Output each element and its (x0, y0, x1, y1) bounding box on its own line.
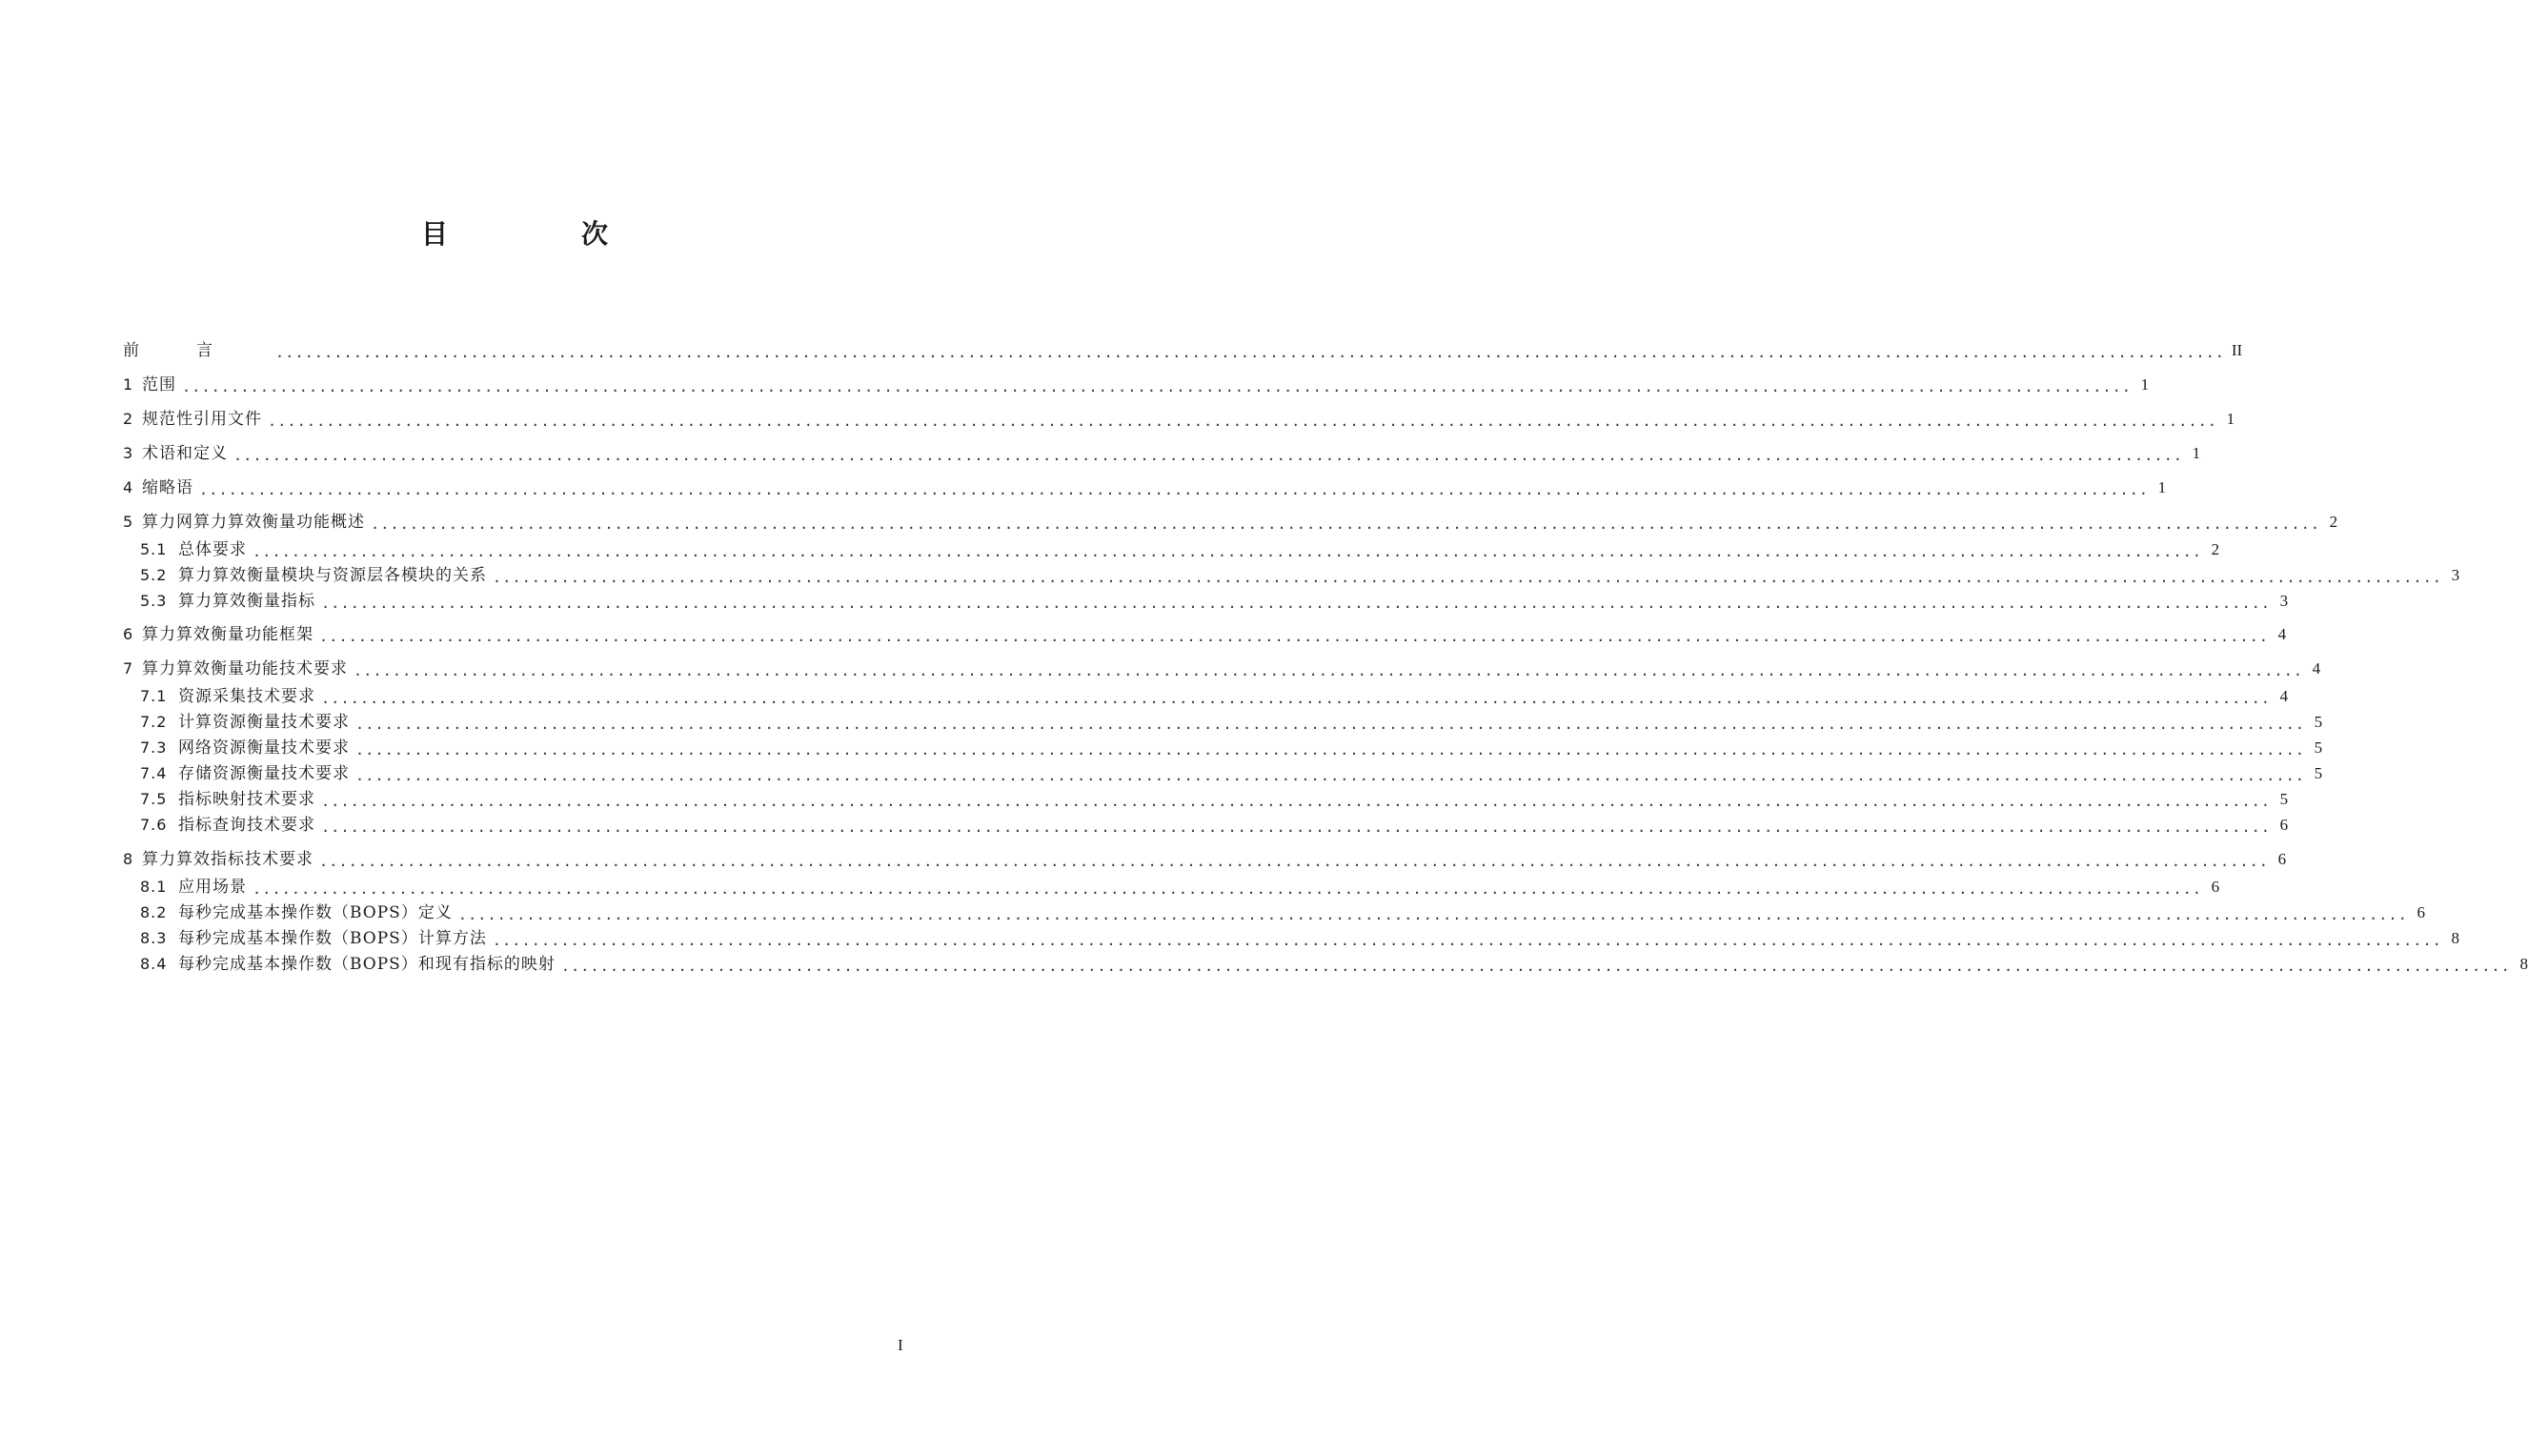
toc-entry-number: 4 (123, 478, 133, 496)
toc-entry-number: 7.3 (140, 738, 168, 757)
toc-leader-dots: ........................................................................................................................................................................................................ (355, 716, 2306, 733)
toc-entry-label: 每秒完成基本操作数（BOPS）和现有指标的映射 (178, 955, 556, 974)
toc-entry-number: 7.1 (140, 687, 168, 705)
toc-leader-dots: ........................................................................................................................................................................................................ (321, 793, 2272, 810)
toc-entry-number: 5 (123, 513, 133, 531)
toc-entry-number: 8.4 (140, 955, 168, 973)
toc-entry-5[interactable] (123, 510, 2338, 535)
toc-entry-label: 算力算效衡量指标 (178, 592, 315, 611)
toc-leader-dots: ........................................................................................................................................................................................................ (493, 569, 2443, 586)
toc-page-number: 6 (2279, 816, 2289, 834)
toc-entry-label: 每秒完成基本操作数（BOPS）定义 (178, 903, 453, 922)
toc-leader-dots: ........................................................................................................................................................................................................ (233, 447, 2184, 464)
toc-leader-dots: ........................................................................................................................................................................................................ (321, 595, 2272, 612)
toc-entry-number: 6 (123, 625, 133, 643)
toc-entry-number: 5.2 (140, 566, 168, 584)
toc-title: 目 次 (420, 218, 661, 250)
toc-entry-number: 8 (123, 850, 133, 868)
toc-leader-dots: ........................................................................................................................................................................................................ (182, 378, 2133, 395)
toc-entry-6[interactable] (123, 622, 2287, 647)
toc-entry-7-2[interactable] (140, 710, 2323, 735)
toc-page-number: 5 (2314, 738, 2323, 757)
toc-entry-label: 资源采集技术要求 (178, 687, 315, 706)
toc-leader-dots: ........................................................................................................................................................................................................ (560, 958, 2511, 975)
toc-leader-dots: ........................................................................................................................................................................................................ (319, 628, 2270, 645)
toc-page-number: 2 (2329, 513, 2338, 531)
toc-entry-number: 8.3 (140, 929, 168, 947)
toc-leader-dots: ........................................................................................................................................................................................................ (319, 853, 2270, 870)
toc-entry-4[interactable] (123, 475, 2167, 500)
toc-entry-7-6[interactable] (140, 813, 2289, 838)
toc-leader-dots: ........................................................................................................................................................................................................ (457, 906, 2408, 923)
toc-page-number: 4 (2279, 687, 2289, 705)
toc-entry-label: 规范性引用文件 (142, 410, 262, 429)
toc-entry-label: 算力算效衡量模块与资源层各模块的关系 (178, 566, 487, 585)
toc-leader-dots: ........................................................................................................................................................................................................ (321, 690, 2272, 707)
toc-entry-8[interactable] (123, 847, 2287, 872)
toc-page-number: 4 (2312, 659, 2321, 677)
toc-page-number: 8 (2519, 955, 2528, 973)
toc-leader-dots: ........................................................................................................................................................................................................ (268, 413, 2218, 430)
toc-page-number: 5 (2279, 790, 2289, 808)
toc-entry-1[interactable] (123, 373, 2150, 397)
toc-leader-dots: ........................................................................................................................................................................................................ (355, 741, 2306, 758)
toc-page-number: 8 (2451, 929, 2459, 947)
toc-page-number: 5 (2314, 713, 2323, 731)
toc-entry-label: 前言 (123, 341, 270, 360)
toc-entry-number: 1 (123, 375, 133, 394)
toc-entry-5-3[interactable] (140, 589, 2289, 614)
toc-page-number: 2 (2211, 540, 2220, 558)
toc-entry-number: 7.5 (140, 790, 168, 808)
toc-entry-label: 每秒完成基本操作数（BOPS）计算方法 (178, 929, 487, 948)
toc-page-number: 5 (2314, 764, 2323, 782)
toc-entry-number: 8.2 (140, 903, 168, 921)
toc-entry-5-1[interactable] (140, 537, 2220, 562)
toc-page-number: 1 (2226, 410, 2235, 428)
toc-entry-label: 指标查询技术要求 (178, 816, 315, 835)
toc-entry-8-3[interactable] (140, 926, 2459, 951)
toc-entry-7-4[interactable] (140, 761, 2323, 786)
toc-leader-dots: ........................................................................................................................................................................................................ (275, 344, 2226, 361)
toc-leader-dots: ........................................................................................................................................................................................................ (354, 662, 2304, 679)
toc-entry-7[interactable] (123, 657, 2321, 681)
toc-entry-8-2[interactable] (140, 900, 2425, 925)
toc-entry-label: 缩略语 (142, 478, 193, 497)
toc-entry-8-1[interactable] (140, 875, 2220, 900)
toc-entry-label: 存储资源衡量技术要求 (178, 764, 350, 783)
toc-entry-number: 8.1 (140, 878, 168, 896)
page-number: I (898, 1336, 903, 1354)
toc-page-number: 6 (2417, 903, 2425, 921)
toc-entry-label: 应用场景 (178, 878, 247, 897)
toc-entry-number: 7.2 (140, 713, 168, 731)
toc-entry-label: 指标映射技术要求 (178, 790, 315, 809)
toc-page-number: 1 (2192, 444, 2201, 462)
toc-page-number: 6 (2211, 878, 2220, 896)
toc-leader-dots: ........................................................................................................................................................................................................ (355, 767, 2306, 784)
toc-entry-label: 算力算效衡量功能技术要求 (142, 659, 348, 678)
toc-page-number: 3 (2451, 566, 2460, 584)
toc-leader-dots: ........................................................................................................................................................................................................ (253, 880, 2203, 898)
toc-entry-label: 计算资源衡量技术要求 (178, 713, 350, 732)
toc-entry-number: 5.3 (140, 592, 168, 610)
toc-entry-label: 术语和定义 (142, 444, 228, 463)
toc-entry-label: 算力算效指标技术要求 (142, 850, 313, 869)
toc-entry-3[interactable] (123, 441, 2201, 466)
toc-page-number: 1 (2157, 478, 2167, 496)
toc-entry-label: 算力网算力算效衡量功能概述 (142, 513, 365, 532)
toc-page-number: II (2231, 341, 2243, 359)
toc-page-number: 6 (2277, 850, 2287, 868)
toc-leader-dots: ........................................................................................................................................................................................................ (253, 543, 2203, 560)
toc-page-number: 4 (2277, 625, 2287, 643)
toc-entry-number: 5.1 (140, 540, 168, 558)
toc-entry-number: 7.6 (140, 816, 168, 834)
toc-entry-number: 3 (123, 444, 133, 462)
toc-entry-8-4[interactable] (140, 952, 2528, 977)
toc-leader-dots: ........................................................................................................................................................................................................ (321, 819, 2272, 836)
toc-entry-2[interactable] (123, 407, 2235, 432)
toc-entry-7-1[interactable] (140, 684, 2289, 709)
toc-leader-dots: ........................................................................................................................................................................................................ (199, 481, 2150, 498)
toc-entry-number: 2 (123, 410, 133, 428)
toc-entry-label: 范围 (142, 375, 176, 394)
toc-page-number: 1 (2140, 375, 2150, 394)
toc-entry-label: 总体要求 (178, 540, 247, 559)
toc-entry-number: 7 (123, 659, 133, 677)
toc-page-number: 3 (2279, 592, 2289, 610)
toc-entry-label: 算力算效衡量功能框架 (142, 625, 313, 644)
toc-leader-dots: ........................................................................................................................................................................................................ (492, 932, 2442, 949)
toc-entry-preface[interactable] (123, 338, 2243, 363)
toc-leader-dots: ........................................................................................................................................................................................................ (371, 516, 2321, 533)
toc-entry-label: 网络资源衡量技术要求 (178, 738, 350, 758)
toc-entry-7-5[interactable] (140, 787, 2289, 812)
toc-entry-5-2[interactable] (140, 563, 2460, 588)
toc-entry-number: 7.4 (140, 764, 168, 782)
toc-entry-7-3[interactable] (140, 736, 2323, 760)
